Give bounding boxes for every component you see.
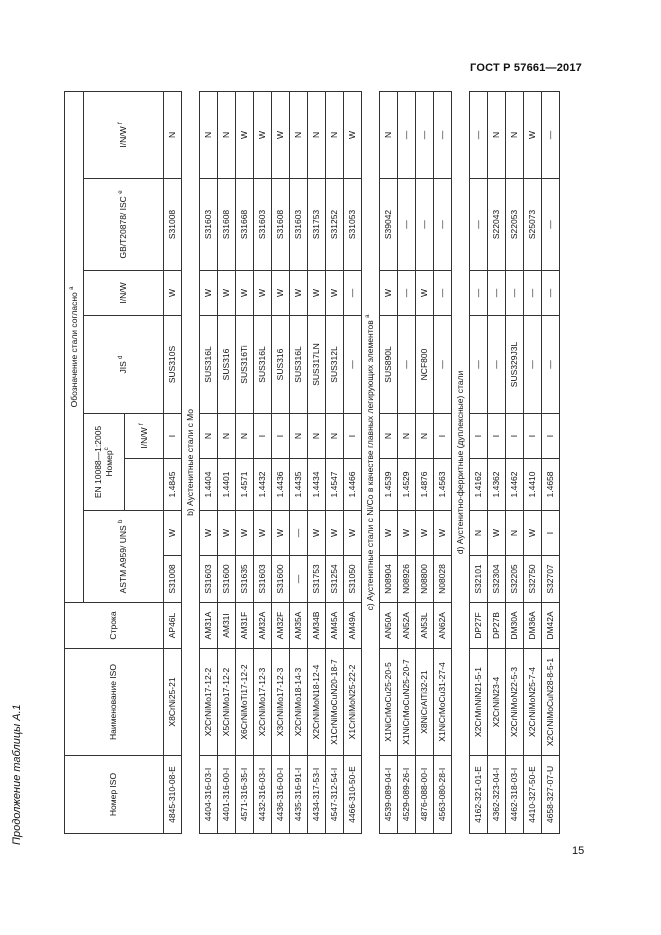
section-title-text: c) Аустенитные стали с Ni/Co в качестве главных легирующих элементов [365, 320, 376, 611]
cell-gb-inw: N [380, 91, 398, 178]
cell-iso-number: 4563-080-28-I [434, 756, 452, 834]
cell-en-number: 1.4547 [326, 459, 344, 511]
cell-line: AN52A [398, 603, 416, 649]
cell-en-number: 1.4845 [164, 459, 182, 511]
cell-jis: — [488, 316, 506, 414]
cell-astm-inw: — [290, 511, 308, 556]
cell-en-inw: I [254, 414, 272, 459]
cell-en-number: 1.4432 [254, 459, 272, 511]
cell-jis: — [434, 316, 452, 414]
cell-iso-number: 4436-316-00-I [272, 756, 290, 834]
header-jis: JIS $^d$ [84, 316, 164, 414]
cell-line: AM32F [272, 603, 290, 649]
cell-jis-inw: — [488, 271, 506, 316]
header-astm: ASTM A959/ UNS $^b$ [84, 511, 164, 603]
section-row [452, 91, 470, 833]
cell-jis: — [398, 316, 416, 414]
cell-jis-inw: — [506, 271, 524, 316]
cell-jis-inw: W [416, 271, 434, 316]
cell-line: AM34B [308, 603, 326, 649]
cell-jis: — [344, 316, 362, 414]
cell-iso-name: X1CrNiMoN25-22-2 [344, 649, 362, 756]
cell-gb: S39042 [380, 179, 398, 271]
cell-astm-uns: S32101 [470, 556, 488, 603]
table-row [218, 91, 236, 833]
cell-iso-name: X6CrNiMoTi17-12-2 [236, 649, 254, 756]
cell-line: DM42A [542, 603, 560, 649]
cell-en-number: 1.4362 [488, 459, 506, 511]
cell-astm-inw: W [488, 511, 506, 556]
cell-gb-inw: W [254, 91, 272, 178]
cell-astm-uns: N08800 [416, 556, 434, 603]
cell-en-inw: I [344, 414, 362, 459]
cell-astm-uns: S31008 [164, 556, 182, 603]
table-row [506, 91, 524, 833]
cell-jis: SUS316L [200, 316, 218, 414]
cell-iso-name: X2CrMnNiN21-5-1 [470, 649, 488, 756]
cell-gb-inw: — [434, 91, 452, 178]
cell-iso-number: 4362-323-04-I [488, 756, 506, 834]
cell-gb: — [398, 179, 416, 271]
cell-iso-number: 4410-327-50-E [524, 756, 542, 834]
table-row [200, 91, 218, 833]
cell-astm-inw: W [200, 511, 218, 556]
cell-gb-inw: W [272, 91, 290, 178]
cell-en-inw: N [308, 414, 326, 459]
cell-line: AM31A [200, 603, 218, 649]
cell-iso-name: X3CrNiMo17-12-3 [272, 649, 290, 756]
section-title [182, 91, 200, 833]
cell-en-number: 1.4435 [290, 459, 308, 511]
cell-line: DM36A [524, 603, 542, 649]
cell-en-number: 1.4571 [236, 459, 254, 511]
cell-line: AM31F [236, 603, 254, 649]
cell-jis: SUS316L [290, 316, 308, 414]
section-title-text: d) Аустенитно-ферритные (дуплексные) стали [454, 370, 465, 555]
cell-astm-inw: W [164, 511, 182, 556]
cell-jis-inw: — [470, 271, 488, 316]
cell-line: DP27F [470, 603, 488, 649]
cell-iso-number: 4529-089-26-I [398, 756, 416, 834]
cell-gb-inw: N [218, 91, 236, 178]
cell-gb-inw: — [470, 91, 488, 178]
cell-en-number: 1.4162 [470, 459, 488, 511]
cell-line: AN62A [434, 603, 452, 649]
cell-en-number: 1.4876 [416, 459, 434, 511]
cell-gb-inw: N [290, 91, 308, 178]
cell-jis-inw: W [218, 271, 236, 316]
table-caption: Продолжение таблицы А.1 [11, 704, 23, 845]
cell-astm-uns: S32707 [542, 556, 560, 603]
cell-astm-inw: W [524, 511, 542, 556]
cell-en-inw: N [218, 414, 236, 459]
cell-gb: — [416, 179, 434, 271]
cell-astm-inw: W [398, 511, 416, 556]
cell-jis: SUS310S [164, 316, 182, 414]
cell-gb-inw: N [308, 91, 326, 178]
cell-iso-number: 4571-316-35-I [236, 756, 254, 834]
table-row [470, 91, 488, 833]
cell-en-inw: I [542, 414, 560, 459]
cell-iso-name: X2CrNiMoN22-5-3 [506, 649, 524, 756]
cell-en-number: 1.4436 [272, 459, 290, 511]
cell-iso-name: X8CrNi25-21 [164, 649, 182, 756]
steel-designation-table [64, 91, 560, 834]
cell-gb: S31668 [236, 179, 254, 271]
cell-astm-uns: S32205 [506, 556, 524, 603]
cell-en-number: 1.4539 [380, 459, 398, 511]
cell-astm-inw: W [434, 511, 452, 556]
cell-jis: SUS317LN [308, 316, 326, 414]
cell-astm-inw: W [326, 511, 344, 556]
cell-astm-uns: S32750 [524, 556, 542, 603]
cell-astm-inw: W [308, 511, 326, 556]
cell-jis: SUS316 [218, 316, 236, 414]
cell-jis: SUS329J3L [506, 316, 524, 414]
cell-gb-inw: W [524, 91, 542, 178]
table-row [272, 91, 290, 833]
cell-en-inw: I [470, 414, 488, 459]
header-iso-name: Наименование ISO [65, 649, 164, 756]
cell-jis-inw: W [236, 271, 254, 316]
cell-astm-inw: W [218, 511, 236, 556]
cell-en-number: 1.4529 [398, 459, 416, 511]
cell-jis: SUS312L [326, 316, 344, 414]
section-title-note: а [365, 314, 372, 318]
cell-en-inw: I [434, 414, 452, 459]
cell-line: DP27B [488, 603, 506, 649]
cell-line: AP46L [164, 603, 182, 649]
cell-gb-inw: N [326, 91, 344, 178]
table-row [290, 91, 308, 833]
cell-en-inw: N [290, 414, 308, 459]
section-title-text: b) Аустенитные стали с Mo [184, 409, 195, 516]
cell-astm-uns: S31600 [218, 556, 236, 603]
section-title [452, 91, 470, 833]
cell-en-inw: N [380, 414, 398, 459]
cell-iso-name: X2CrNiMo17-12-3 [254, 649, 272, 756]
cell-astm-inw: W [272, 511, 290, 556]
table-row [164, 91, 182, 833]
header-jis-inw: I/N/W [84, 271, 164, 316]
cell-jis-inw: W [164, 271, 182, 316]
table-row [380, 91, 398, 833]
cell-en-inw: N [236, 414, 254, 459]
cell-en-number: 1.4658 [542, 459, 560, 511]
cell-gb-inw: — [398, 91, 416, 178]
cell-en-inw: N [416, 414, 434, 459]
cell-gb-inw: — [542, 91, 560, 178]
cell-en-number: 1.4410 [524, 459, 542, 511]
cell-en-number: 1.4404 [200, 459, 218, 511]
cell-iso-number: 4401-316-00-I [218, 756, 236, 834]
cell-gb: — [542, 179, 560, 271]
cell-iso-name: X1NiCrMoCu25-20-5 [380, 649, 398, 756]
cell-jis-inw: W [200, 271, 218, 316]
cell-jis-inw: — [398, 271, 416, 316]
header-en-inw: I/N/W $^f$ [125, 414, 164, 459]
cell-gb: S31753 [308, 179, 326, 271]
section-row [182, 91, 200, 833]
cell-astm-inw: I [542, 511, 560, 556]
section-row [362, 91, 380, 833]
cell-iso-name: X2CrNiMo17-12-2 [200, 649, 218, 756]
cell-astm-inw: N [506, 511, 524, 556]
cell-iso-name: X2CrNiMoCuN28-8-5-1 [542, 649, 560, 756]
cell-line: AM32A [254, 603, 272, 649]
cell-jis: SUS316Ti [236, 316, 254, 414]
section-title [362, 91, 380, 833]
cell-gb-inw: — [416, 91, 434, 178]
cell-iso-name: X1CrNiMoCuN20-18-7 [326, 649, 344, 756]
cell-line: DM30A [506, 603, 524, 649]
cell-astm-uns: S31603 [254, 556, 272, 603]
cell-en-inw: I [164, 414, 182, 459]
header-iso-number: Номер ISO [65, 756, 164, 834]
table-row [524, 91, 542, 833]
cell-en-number: 1.4466 [344, 459, 362, 511]
cell-astm-inw: W [236, 511, 254, 556]
cell-en-inw: I [524, 414, 542, 459]
cell-en-number: 1.4563 [434, 459, 452, 511]
cell-iso-number: 4876-088-00-I [416, 756, 434, 834]
cell-gb: S22053 [506, 179, 524, 271]
cell-en-inw: I [272, 414, 290, 459]
cell-jis-inw: W [308, 271, 326, 316]
standard-number: ГОСТ Р 57661—2017 [470, 62, 582, 74]
header-line: Строка [65, 603, 164, 649]
header-designation-group: Обозначение стали согласно $^а$ [65, 91, 84, 602]
cell-en-inw: I [506, 414, 524, 459]
table-row [488, 91, 506, 833]
cell-jis-inw: W [272, 271, 290, 316]
cell-iso-number: 4539-089-04-I [380, 756, 398, 834]
cell-gb: S31053 [344, 179, 362, 271]
cell-gb-inw: N [488, 91, 506, 178]
cell-iso-number: 4434-317-53-I [308, 756, 326, 834]
table-row [434, 91, 452, 833]
cell-astm-uns: N08904 [380, 556, 398, 603]
table-row [542, 91, 560, 833]
cell-astm-uns: S31050 [344, 556, 362, 603]
cell-jis: SUS316L [254, 316, 272, 414]
cell-astm-uns: S31254 [326, 556, 344, 603]
cell-jis: SUS316 [272, 316, 290, 414]
cell-astm-inw: W [344, 511, 362, 556]
cell-jis-inw: — [542, 271, 560, 316]
cell-jis: — [470, 316, 488, 414]
header-en: EN 10088—1:2005 Номер$^c$ [84, 414, 125, 511]
cell-line: AM35A [290, 603, 308, 649]
cell-en-inw: N [200, 414, 218, 459]
table-row [326, 91, 344, 833]
cell-astm-uns: N08028 [434, 556, 452, 603]
cell-astm-uns: N08926 [398, 556, 416, 603]
cell-line: AM45A [326, 603, 344, 649]
cell-iso-number: 4404-316-03-I [200, 756, 218, 834]
cell-gb: S31603 [290, 179, 308, 271]
cell-iso-number: 4162-321-01-E [470, 756, 488, 834]
table-row [308, 91, 326, 833]
cell-iso-number: 4547-312-54-I [326, 756, 344, 834]
cell-en-number: 1.4462 [506, 459, 524, 511]
cell-gb: — [470, 179, 488, 271]
cell-jis-inw: W [254, 271, 272, 316]
cell-astm-inw: N [470, 511, 488, 556]
header-gb: GB/T20878/ ISC $^e$ [84, 179, 164, 271]
cell-astm-uns: S31600 [272, 556, 290, 603]
cell-astm-inw: W [416, 511, 434, 556]
cell-iso-number: 4658-327-07-U [542, 756, 560, 834]
cell-gb-inw: N [506, 91, 524, 178]
cell-jis-inw: — [434, 271, 452, 316]
cell-jis: SUS890L [380, 316, 398, 414]
cell-line: AM49A [344, 603, 362, 649]
cell-en-inw: N [398, 414, 416, 459]
cell-astm-uns: S31753 [308, 556, 326, 603]
table-row [344, 91, 362, 833]
cell-iso-name: X2CrNiMoN18-12-4 [308, 649, 326, 756]
cell-iso-name: X2CrNiN23-4 [488, 649, 506, 756]
cell-gb-inw: W [344, 91, 362, 178]
cell-jis-inw: W [326, 271, 344, 316]
cell-gb: S31603 [254, 179, 272, 271]
cell-jis-inw: — [524, 271, 542, 316]
cell-en-inw: I [488, 414, 506, 459]
cell-jis: — [524, 316, 542, 414]
cell-gb: S22043 [488, 179, 506, 271]
cell-jis-inw: W [380, 271, 398, 316]
cell-gb: S25073 [524, 179, 542, 271]
cell-gb: S31252 [326, 179, 344, 271]
cell-astm-uns: — [290, 556, 308, 603]
cell-gb-inw: W [236, 91, 254, 178]
cell-iso-number: 4432-316-03-I [254, 756, 272, 834]
cell-iso-number: 4462-318-03-I [506, 756, 524, 834]
cell-gb: S31608 [218, 179, 236, 271]
header-gb-inw: I/N/W $^f$ [84, 91, 164, 178]
cell-en-number: 1.4434 [308, 459, 326, 511]
cell-astm-uns: S32304 [488, 556, 506, 603]
cell-line: AN50A [380, 603, 398, 649]
header-row-group [65, 91, 84, 833]
cell-gb: — [434, 179, 452, 271]
cell-gb: S31603 [200, 179, 218, 271]
cell-gb: S31608 [272, 179, 290, 271]
cell-iso-name: X1NiCrMoCu31-27-4 [434, 649, 452, 756]
cell-gb-inw: N [164, 91, 182, 178]
cell-astm-uns: S31603 [200, 556, 218, 603]
cell-iso-name: X1NiCrMoCuN25-20-7 [398, 649, 416, 756]
table-row [254, 91, 272, 833]
cell-jis: — [542, 316, 560, 414]
cell-astm-inw: W [254, 511, 272, 556]
cell-astm-inw: W [380, 511, 398, 556]
cell-en-inw: N [326, 414, 344, 459]
page-number: 15 [572, 845, 585, 857]
cell-jis-inw: W [290, 271, 308, 316]
cell-iso-number: 4845-310-08-E [164, 756, 182, 834]
cell-iso-name: X5CrNiMo17-12-2 [218, 649, 236, 756]
cell-astm-uns: S31635 [236, 556, 254, 603]
table-row [398, 91, 416, 833]
cell-iso-number: 4435-316-91-I [290, 756, 308, 834]
table-row [236, 91, 254, 833]
cell-iso-name: X2CrNiMo18-14-3 [290, 649, 308, 756]
table-row [416, 91, 434, 833]
cell-iso-number: 4466-310-50-E [344, 756, 362, 834]
cell-iso-name: X8NiCrAlTi32-21 [416, 649, 434, 756]
cell-gb-inw: N [200, 91, 218, 178]
cell-line: AN53L [416, 603, 434, 649]
cell-en-number: 1.4401 [218, 459, 236, 511]
cell-jis-inw: — [344, 271, 362, 316]
cell-iso-name: X2CrNiMoN25-7-4 [524, 649, 542, 756]
cell-jis: NCF800 [416, 316, 434, 414]
rotated-table-wrapper [64, 92, 582, 834]
header-en-number-blank [125, 459, 164, 511]
cell-line: AM31I [218, 603, 236, 649]
cell-gb: S31008 [164, 179, 182, 271]
